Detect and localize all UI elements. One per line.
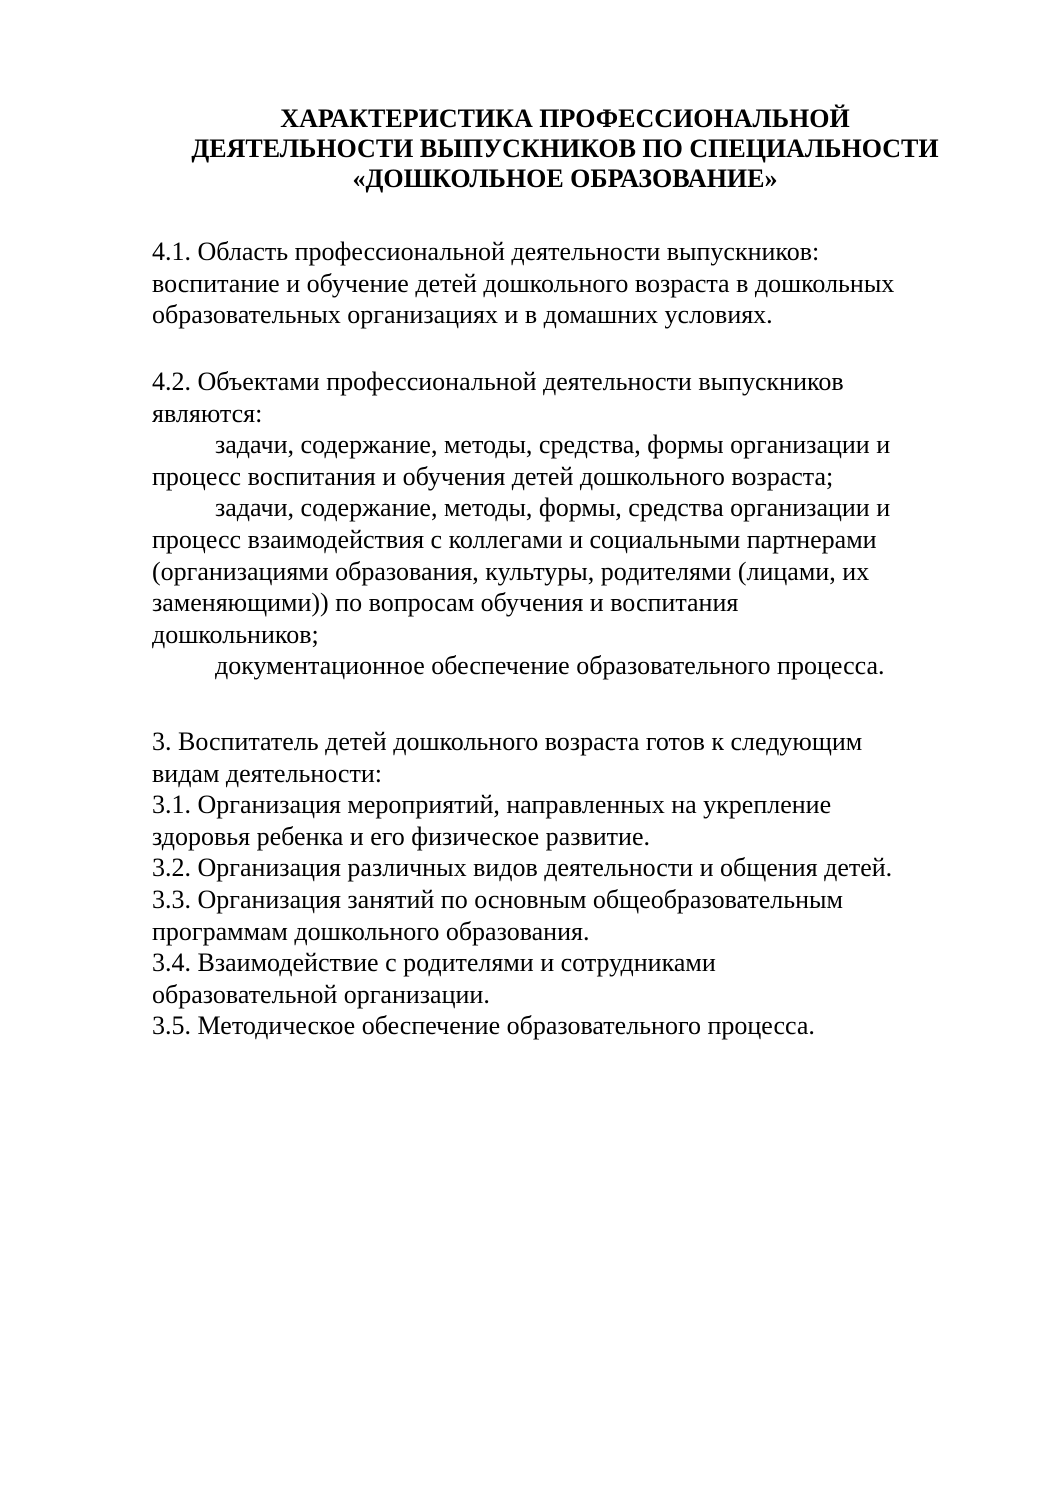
title-line: ДЕЯТЕЛЬНОСТИ ВЫПУСКНИКОВ ПО СПЕЦИАЛЬНОСТИ [191, 134, 939, 163]
text-line: (организациями образования, культуры, родителями (лицами, их [152, 556, 870, 586]
section-3 [152, 726, 992, 1042]
text-line: заменяющими)) по вопросам обучения и воспитания [152, 588, 739, 618]
list-item: 3.1. Организация мероприятий, направленных на укрепление [152, 790, 832, 820]
text-line: воспитание и обучение детей дошкольного возраста в дошкольных [152, 268, 895, 298]
text-line: образовательных организациях и в домашних условиях. [152, 300, 773, 330]
text-line: 4.2. Объектами профессиональной деятельности выпускников [152, 367, 844, 396]
list-item: 3.3. Организация занятий по основным общеобразовательным [152, 884, 843, 914]
document-title [100, 104, 1030, 194]
text-line: 4.1. Область профессиональной деятельности выпускников: [152, 237, 820, 266]
text-line: видам деятельности: [152, 758, 382, 788]
list-item-first-line: документационное обеспечение образовательного процесса. [215, 651, 885, 681]
list-item-first-line: задачи, содержание, методы, формы, средства организации и [215, 493, 891, 523]
section-4-2 [152, 366, 992, 682]
text-line: дошкольников; [152, 619, 319, 649]
text-line: программам дошкольного образования. [152, 916, 590, 946]
section-4-1 [152, 236, 992, 331]
text-line: 3. Воспитатель детей дошкольного возраста готов к следующим [152, 727, 863, 756]
text-line: образовательной организации. [152, 979, 490, 1009]
title-line: ХАРАКТЕРИСТИКА ПРОФЕССИОНАЛЬНОЙ [280, 104, 850, 133]
text-line: здоровья ребенка и его физическое развитие. [152, 821, 650, 851]
list-item: 3.5. Методическое обеспечение образовательного процесса. [152, 1011, 815, 1041]
title-line: «ДОШКОЛЬНОЕ ОБРАЗОВАНИЕ» [352, 164, 778, 193]
text-line: являются: [152, 398, 263, 428]
list-item: 3.4. Взаимодействие с родителями и сотрудниками [152, 948, 716, 978]
text-line: процесс воспитания и обучения детей дошкольного возраста; [152, 461, 834, 491]
list-item: 3.2. Организация различных видов деятельности и общения детей. [152, 853, 893, 883]
list-item-first-line: задачи, содержание, методы, средства, формы организации и [215, 430, 891, 460]
text-line: процесс взаимодействия с коллегами и социальными партнерами [152, 524, 877, 554]
